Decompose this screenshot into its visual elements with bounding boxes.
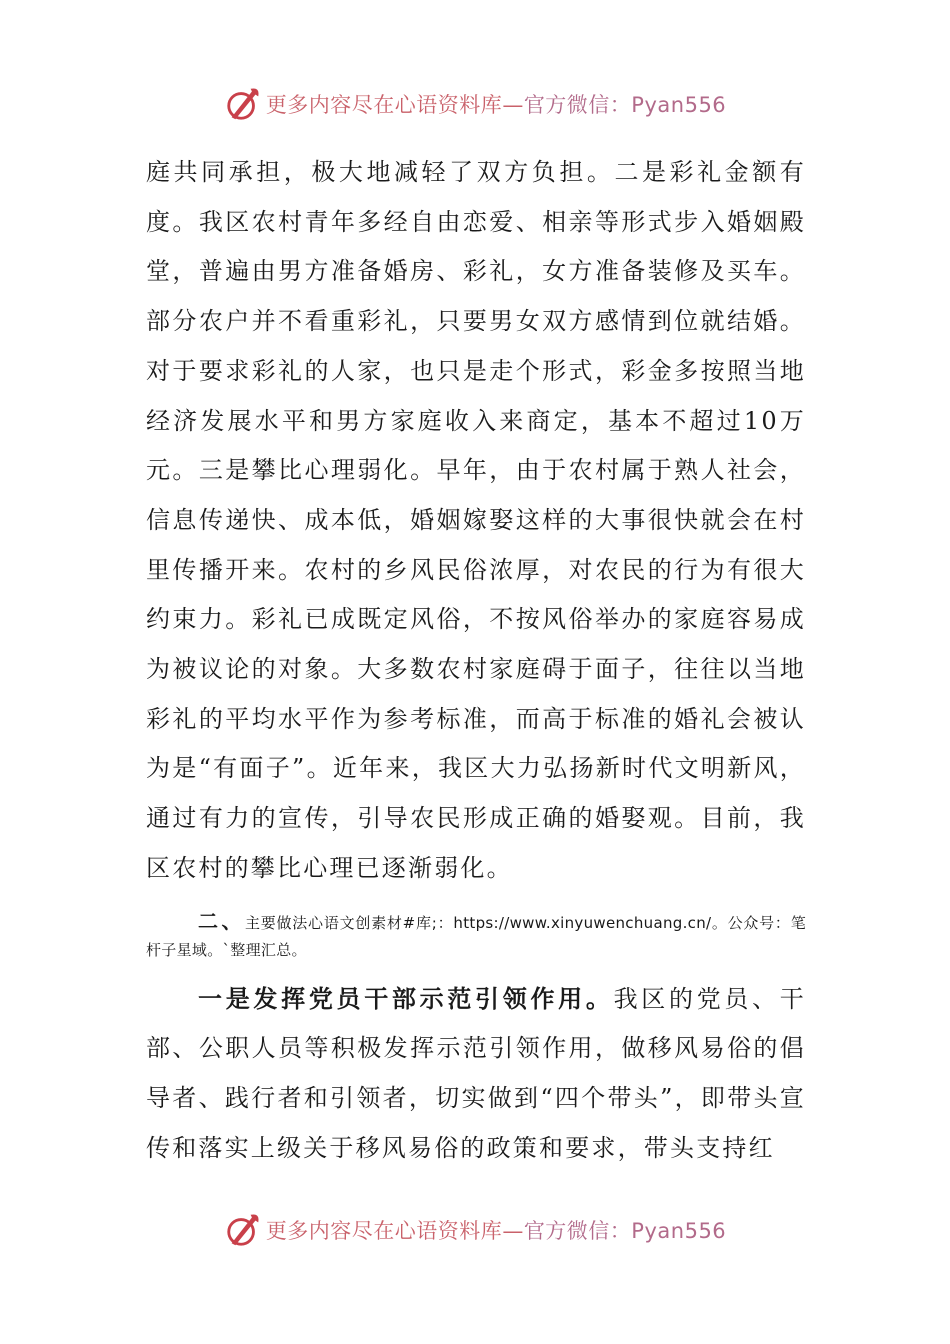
paragraph-rest: 我区的党员、干部、公职人员等积极发挥示范引领作用，做移风易俗的倡导者、践行者和引领者，切实做到“四个带头”，即带头宣传和落实上级关于移风易俗的政策和要求，带头支持红: [146, 984, 807, 1162]
document-body: [146, 148, 806, 1173]
section-heading: [146, 908, 806, 964]
paragraph-lead: 一是发挥党员干部示范引领作用。: [198, 983, 614, 1013]
footer-banner: [0, 1208, 950, 1252]
banner-text: 更多内容尽在心语资料库—官方微信：Pyan556: [265, 1219, 727, 1243]
quill-logo-icon: [224, 85, 262, 123]
banner-text: 更多内容尽在心语资料库—官方微信：Pyan556: [265, 93, 727, 117]
section-heading-text: 主要做法心语文创素材#库;：https://www.xinyuwenchuang.cn/。公众号：笔杆子星域。`整理汇总。: [146, 913, 806, 959]
section-number: 二、: [198, 908, 245, 933]
quill-logo-icon: [224, 1211, 262, 1249]
header-banner: [0, 82, 950, 126]
paragraph-measure-one: [146, 974, 806, 1174]
paragraph-continued: 庭共同承担，极大地减轻了双方负担。二是彩礼金额有度。我区农村青年多经自由恋爱、相亲等形式步入婚姻殿堂，普遍由男方准备婚房、彩礼，女方准备装修及买车。部分农户并不看重彩礼，只要男女双方感情到位就结婚。对于要求彩礼的人家，也只是走个形式，彩金多按照当地经济发展水平和男方家庭收入来商定，基本不超过10万元。三是攀比心理弱化。早年，由于农村属于熟人社会，信息传递快、成本低，婚姻嫁娶这样的大事很快就会在村里传播开来。农村的乡风民俗浓厚，对农民的行为有很大约束力。彩礼已成既定风俗，不按风俗举办的家庭容易成为被议论的对象。大多数农村家庭碍于面子，往往以当地彩礼的平均水平作为参考标准，而高于标准的婚礼会被认为是“有面子”。近年来，我区大力弘扬新时代文明新风，通过有力的宣传，引导农民形成正确的婚娶观。目前，我区农村的攀比心理已逐渐弱化。: [146, 158, 806, 882]
